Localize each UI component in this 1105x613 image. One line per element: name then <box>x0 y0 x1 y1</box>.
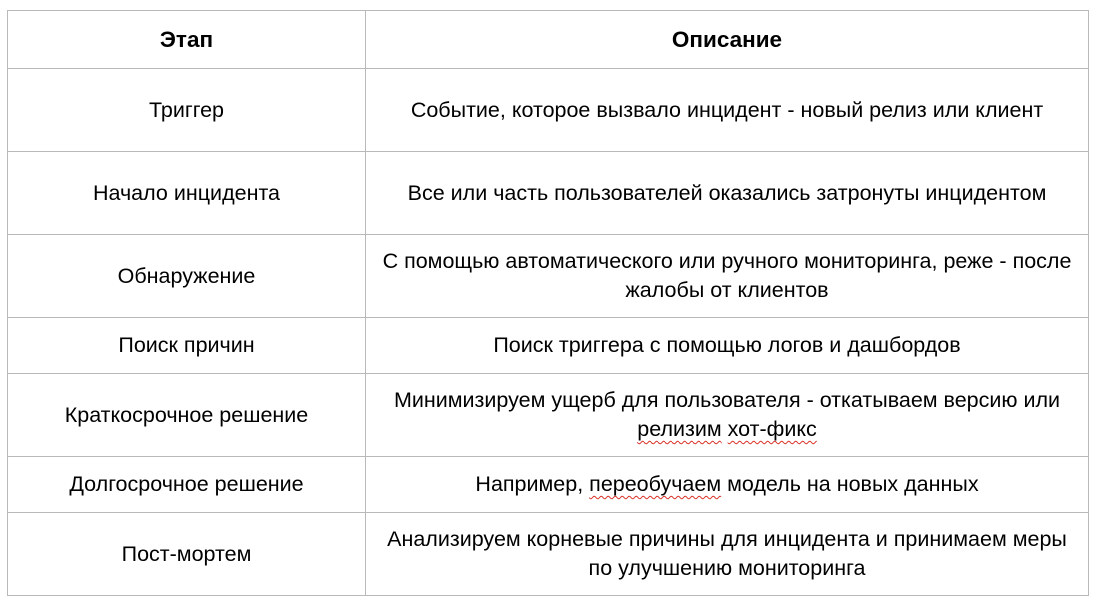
stage-cell: Поиск причин <box>8 318 366 374</box>
stage-cell: Триггер <box>8 69 366 152</box>
description-cell: Событие, которое вызвало инцидент - новый релиз или клиент <box>366 69 1089 152</box>
stage-cell: Долгосрочное решение <box>8 457 366 513</box>
description-cell <box>366 457 1089 513</box>
table-row <box>8 318 1089 374</box>
header-stage: Этап <box>8 11 366 69</box>
stage-cell: Краткосрочное решение <box>8 374 366 457</box>
table-row <box>8 374 1089 457</box>
description-cell: Анализируем корневые причины для инцидента и принимаем меры по улучшению мониторинга <box>366 513 1089 596</box>
header-description: Описание <box>366 11 1089 69</box>
stage-cell: Начало инцидента <box>8 152 366 235</box>
description-cell: С помощью автоматического или ручного мониторинга, реже - после жалобы от клиентов <box>366 235 1089 318</box>
stage-cell: Пост-мортем <box>8 513 366 596</box>
description-text: Например, <box>475 472 590 496</box>
table-row <box>8 513 1089 596</box>
table-row <box>8 235 1089 318</box>
description-text: модель на новых данных <box>721 472 979 496</box>
table-row <box>8 457 1089 513</box>
stage-cell: Обнаружение <box>8 235 366 318</box>
table-row <box>8 152 1089 235</box>
description-text: Минимизируем ущерб для пользователя - откатываем версию или <box>393 388 1061 412</box>
description-cell <box>366 374 1089 457</box>
spellcheck-word: хот-фикс <box>727 417 817 441</box>
table-row <box>8 69 1089 152</box>
spellcheck-word: релизим <box>637 417 722 441</box>
table-header-row <box>8 11 1089 69</box>
description-cell: Поиск триггера с помощью логов и дашбордов <box>366 318 1089 374</box>
spellcheck-word: переобучаем <box>589 472 722 496</box>
stages-table <box>7 10 1089 596</box>
description-cell: Все или часть пользователей оказались затронуты инцидентом <box>366 152 1089 235</box>
